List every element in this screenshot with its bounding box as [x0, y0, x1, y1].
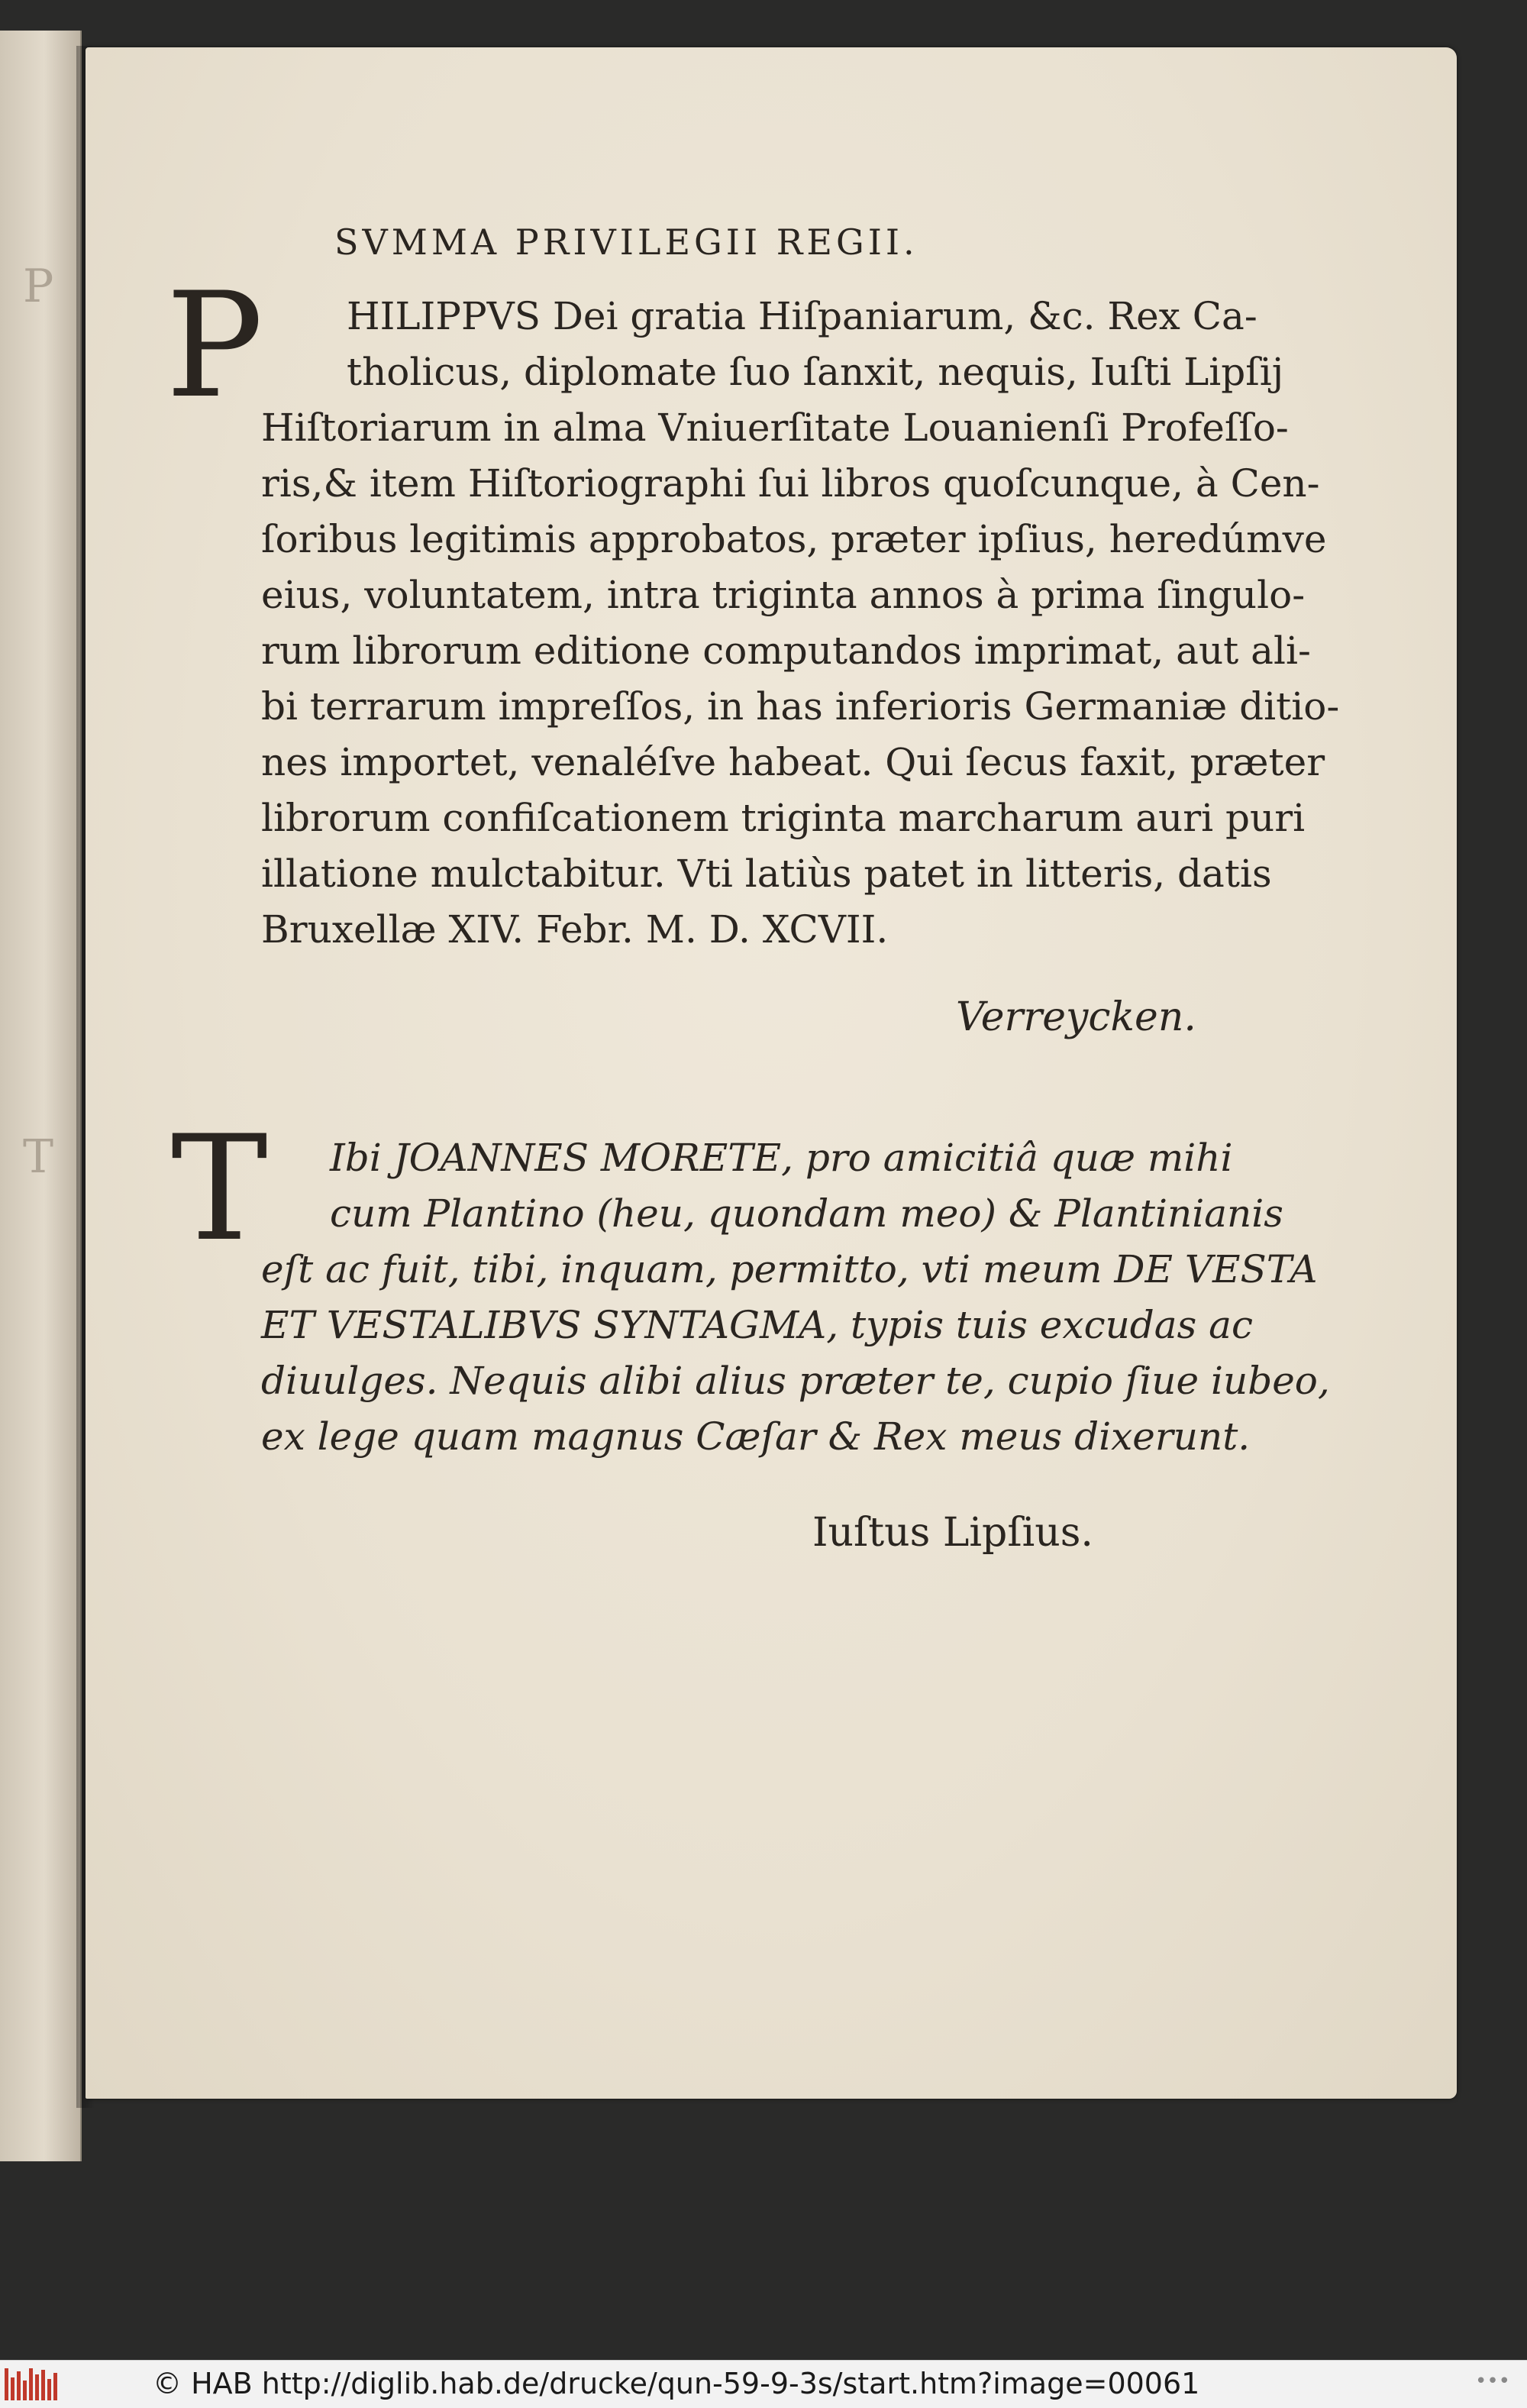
text-line: Hiſtoriarum in alma Vniuerſitate Louanienſi Profeſſo-: [261, 406, 1289, 450]
text-line: eius, voluntatem, intra triginta annos à prima ſingulo-: [261, 573, 1306, 617]
source-url-link[interactable]: © HAB http://diglib.hab.de/drucke/qun-59-9-3s/start.htm?image=00061: [153, 2367, 1200, 2400]
text-line: HILIPPVS Dei gratia Hiſpaniarum, &c. Rex Ca-: [347, 294, 1257, 338]
text-line: ſoribus legitimis approbatos, præter ipſius, heredúmve: [261, 517, 1327, 561]
privilege-dropcap: P: [166, 261, 263, 430]
text-line: Bruxellæ XIV. Febr. M. D. XCVII.: [261, 907, 889, 952]
page-title: SVMMA PRIVILEGII REGII.: [334, 221, 918, 263]
left-page-ghost-letter: T: [23, 1130, 54, 1184]
permission-text: [261, 1130, 1330, 1465]
permission-dropcap: T: [171, 1104, 268, 1273]
text-line: eſt ac fuit, tibi, inquam, permitto, vti meum DE VESTA: [261, 1247, 1318, 1291]
text-line: Ibi JOANNES MORETE, pro amicitiâ quæ mihi: [330, 1136, 1233, 1180]
text-line: ET VESTALIBVS SYNTAGMA, typis tuis excudas ac: [261, 1303, 1253, 1347]
text-line: rum librorum editione computandos imprimat, aut ali-: [261, 629, 1311, 673]
text-line: ex lege quam magnus Cæſar & Rex meus dixerunt.: [261, 1414, 1251, 1459]
text-line: diuulges. Nequis alibi alius præter te, cupio ſiue iubeo,: [261, 1359, 1330, 1403]
text-line: nes importet, venaléſve habeat. Qui ſecus faxit, præter: [261, 740, 1325, 784]
left-page-ghost-letter: P: [23, 260, 54, 313]
text-line: librorum confiſcationem triginta marcharum auri puri: [261, 796, 1306, 840]
viewer-footer: [0, 2360, 1527, 2408]
privilege-signature: Verreycken.: [956, 994, 1196, 1040]
text-line: bi terrarum impreſſos, in has inferioris Germaniæ ditio-: [261, 684, 1340, 729]
book-page: [86, 47, 1457, 2099]
left-page-edge: [0, 31, 82, 2161]
text-line: tholicus, diplomate ſuo ſanxit, nequis, Iuſti Lipſij: [347, 350, 1284, 394]
more-icon[interactable]: •••: [1474, 2370, 1510, 2393]
privilege-text: [261, 289, 1340, 958]
text-line: ris,& item Hiſtoriographi ſui libros quoſcunque, à Cen-: [261, 461, 1320, 506]
hab-logo-icon: [5, 2368, 63, 2400]
permission-signature: Iuſtus Lipſius.: [812, 1510, 1093, 1556]
text-line: cum Plantino (heu, quondam meo) & Plantinianis: [330, 1191, 1283, 1236]
text-line: illatione mulctabitur. Vti latiùs patet in litteris, datis: [261, 852, 1272, 896]
